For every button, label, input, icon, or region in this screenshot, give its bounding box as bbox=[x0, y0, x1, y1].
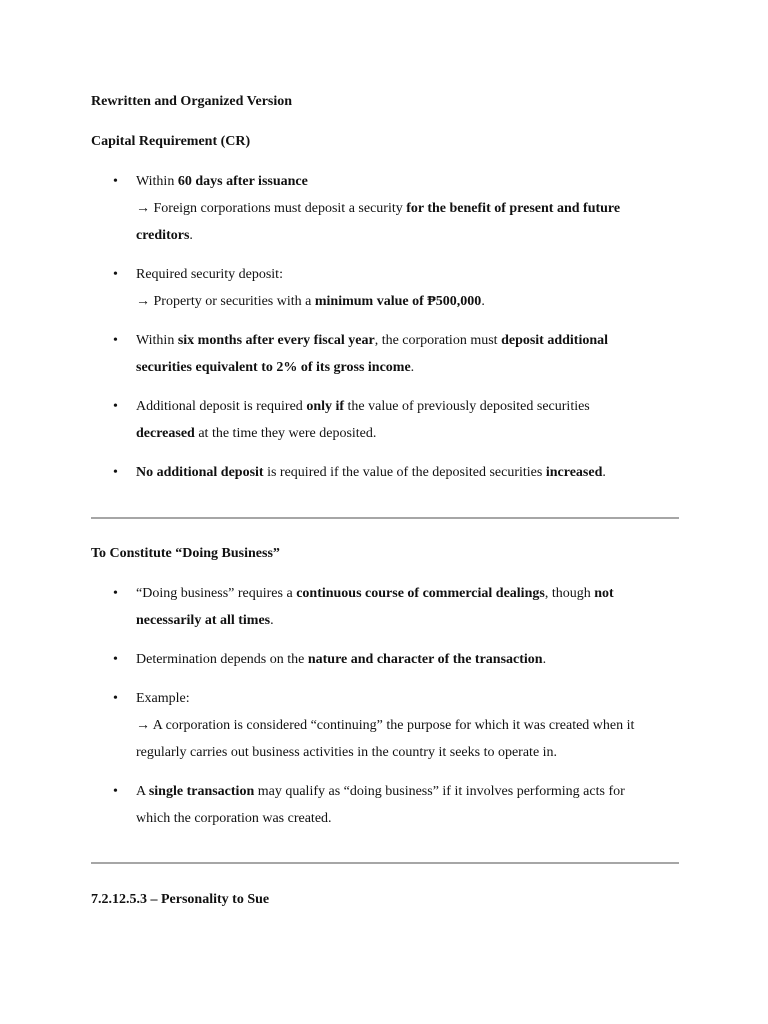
doing-business-list bbox=[91, 580, 679, 844]
bold-text: necessarily at all times bbox=[136, 613, 271, 628]
bold-text: securities equivalent to 2% of its gross income bbox=[136, 360, 411, 375]
list-item-line bbox=[136, 354, 679, 381]
bullet-icon: • bbox=[113, 465, 118, 480]
list-item bbox=[91, 778, 679, 832]
text-run: . bbox=[189, 228, 193, 243]
text-run: Example: bbox=[136, 691, 190, 706]
bold-text: not bbox=[594, 586, 614, 601]
bold-text: continuous course of commercial dealings bbox=[296, 586, 545, 601]
list-item bbox=[91, 261, 679, 315]
bold-text: increased bbox=[545, 465, 603, 480]
bold-text: 60 days after issuance bbox=[177, 174, 308, 189]
text-run: A bbox=[136, 784, 149, 799]
document-title: Rewritten and Organized Version bbox=[91, 94, 293, 109]
capital-requirement-list bbox=[91, 168, 679, 498]
bullet-icon: • bbox=[113, 586, 118, 601]
text-run: Within bbox=[136, 174, 178, 189]
section-heading-doing-business: To Constitute “Doing Business” bbox=[91, 546, 280, 561]
text-run: , the corporation must bbox=[374, 333, 502, 348]
text-run: → A corporation is considered “continuing” the purpose for which it was created when it bbox=[136, 718, 635, 733]
list-item-line bbox=[136, 685, 679, 712]
bold-text: nature and character of the transaction bbox=[307, 652, 543, 667]
list-item-line bbox=[136, 646, 679, 673]
text-run: . bbox=[602, 465, 606, 480]
list-item bbox=[91, 646, 679, 673]
list-item-line bbox=[136, 607, 679, 634]
section-heading-personality-to-sue: 7.2.12.5.3 – Personality to Sue bbox=[91, 892, 270, 907]
bold-text: deposit additional bbox=[501, 333, 609, 348]
bold-text: minimum value of ₱500,000 bbox=[314, 294, 482, 309]
list-item-line bbox=[136, 195, 679, 222]
list-item-line bbox=[136, 420, 679, 447]
list-item-line bbox=[136, 288, 679, 315]
text-run: is required if the value of the deposited securities bbox=[263, 465, 546, 480]
list-item-line bbox=[136, 222, 679, 249]
text-run: → Foreign corporations must deposit a security bbox=[136, 201, 407, 216]
text-run: regularly carries out business activities in the country it seeks to operate in. bbox=[136, 745, 558, 760]
bullet-icon: • bbox=[113, 333, 118, 348]
list-item-line bbox=[136, 459, 679, 486]
list-item bbox=[91, 685, 679, 766]
bold-text: single transaction bbox=[148, 784, 255, 799]
text-run: Within bbox=[136, 333, 178, 348]
section-heading-capital-requirement: Capital Requirement (CR) bbox=[91, 134, 251, 149]
text-run: Determination depends on the bbox=[136, 652, 308, 667]
bullet-icon: • bbox=[113, 652, 118, 667]
section-divider bbox=[91, 517, 679, 519]
bullet-icon: • bbox=[113, 267, 118, 282]
list-item bbox=[91, 580, 679, 634]
list-item-line bbox=[136, 327, 679, 354]
text-run: the value of previously deposited securities bbox=[344, 399, 590, 414]
bullet-icon: • bbox=[113, 399, 118, 414]
list-item-line bbox=[136, 805, 679, 832]
text-run: → Property or securities with a bbox=[136, 294, 315, 309]
list-item-line bbox=[136, 712, 679, 739]
bold-text: for the benefit of present and future bbox=[406, 201, 621, 216]
text-run: . bbox=[270, 613, 274, 628]
list-item-line bbox=[136, 261, 679, 288]
bold-text: No additional deposit bbox=[136, 465, 264, 480]
section-divider bbox=[91, 862, 679, 864]
text-run: at the time they were deposited. bbox=[194, 426, 377, 441]
bold-text: creditors bbox=[136, 228, 190, 243]
bold-text: six months after every fiscal year bbox=[177, 333, 375, 348]
text-run: Required security deposit: bbox=[136, 267, 283, 282]
bullet-icon: • bbox=[113, 784, 118, 799]
bold-text: only if bbox=[306, 399, 345, 414]
list-item bbox=[91, 327, 679, 381]
list-item-line bbox=[136, 778, 679, 805]
text-run: , though bbox=[544, 586, 595, 601]
list-item-line bbox=[136, 393, 679, 420]
list-item-line bbox=[136, 739, 679, 766]
text-run: which the corporation was created. bbox=[136, 811, 332, 826]
list-item bbox=[91, 393, 679, 447]
bullet-icon: • bbox=[113, 174, 118, 189]
list-item bbox=[91, 459, 679, 486]
text-run: may qualify as “doing business” if it involves performing acts for bbox=[254, 784, 625, 799]
bold-text: decreased bbox=[136, 426, 195, 441]
text-run: . bbox=[481, 294, 485, 309]
list-item-line bbox=[136, 580, 679, 607]
list-item-line bbox=[136, 168, 679, 195]
text-run: . bbox=[542, 652, 547, 667]
list-item bbox=[91, 168, 679, 249]
text-run: . bbox=[410, 360, 415, 375]
text-run: “Doing business” requires a bbox=[136, 586, 297, 601]
text-run: Additional deposit is required bbox=[136, 399, 307, 414]
bullet-icon: • bbox=[113, 691, 118, 706]
